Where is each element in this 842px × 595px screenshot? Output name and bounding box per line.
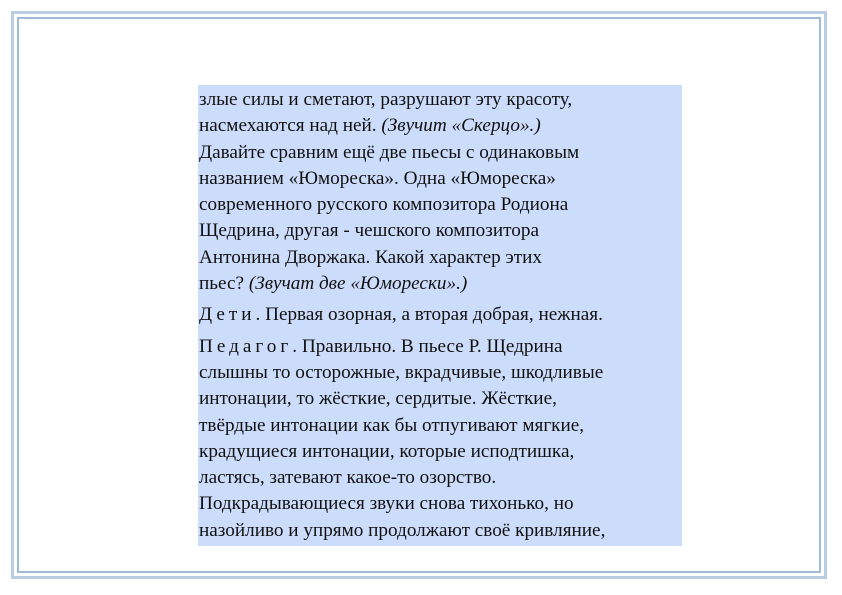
text-line: злые силы и сметают, разрушают эту красоту, bbox=[199, 89, 573, 110]
stage-direction: (Звучат две «Юморески».) bbox=[248, 273, 468, 295]
text-line: насмехаются над ней. (Звучит «Скерцо».) bbox=[199, 115, 541, 137]
paragraph-children bbox=[199, 302, 682, 328]
speaker-label: Педагог bbox=[199, 335, 293, 357]
text-line: Подкрадывающиеся звуки снова тихонько, но bbox=[199, 493, 574, 515]
text-line: Педагог. Правильно. В пьесе Р. Щедрина bbox=[199, 335, 563, 357]
paragraph-intro bbox=[199, 87, 682, 297]
text-line: интонации, то жёсткие, сердитые. Жёсткие, bbox=[199, 388, 557, 410]
text-line: Антонина Дворжака. Какой характер этих bbox=[199, 246, 542, 268]
text-line: крадущиеся интонации, которые исподтишка, bbox=[199, 440, 575, 462]
text-line: назойливо и упрямо продолжают своё кривляние, bbox=[199, 519, 606, 541]
stage-direction: (Звучит «Скерцо».) bbox=[381, 115, 541, 137]
text-line: пьес? (Звучат две «Юморески».) bbox=[199, 273, 468, 295]
text-line: Давайте сравним ещё две пьесы с одинаковым bbox=[199, 141, 580, 163]
highlighted-text-block[interactable] bbox=[198, 85, 682, 546]
text-line: ластясь, затевают какое-то озорство. bbox=[199, 467, 497, 489]
text-line: Щедрина, другая - чешского композитора bbox=[199, 220, 539, 242]
text-line: слышны то осторожные, вкрадчивые, шкодливые bbox=[199, 361, 604, 383]
text-line: названием «Юмореска». Одна «Юмореска» bbox=[199, 167, 556, 189]
speaker-label: Дети bbox=[199, 304, 256, 326]
paragraph-teacher bbox=[199, 334, 682, 544]
text-line: современного русского композитора Родиона bbox=[199, 194, 569, 216]
text-line: твёрдые интонации как бы отпугивают мягкие, bbox=[199, 414, 585, 436]
text-line: Дети. Первая озорная, а вторая добрая, нежная. bbox=[199, 304, 603, 326]
